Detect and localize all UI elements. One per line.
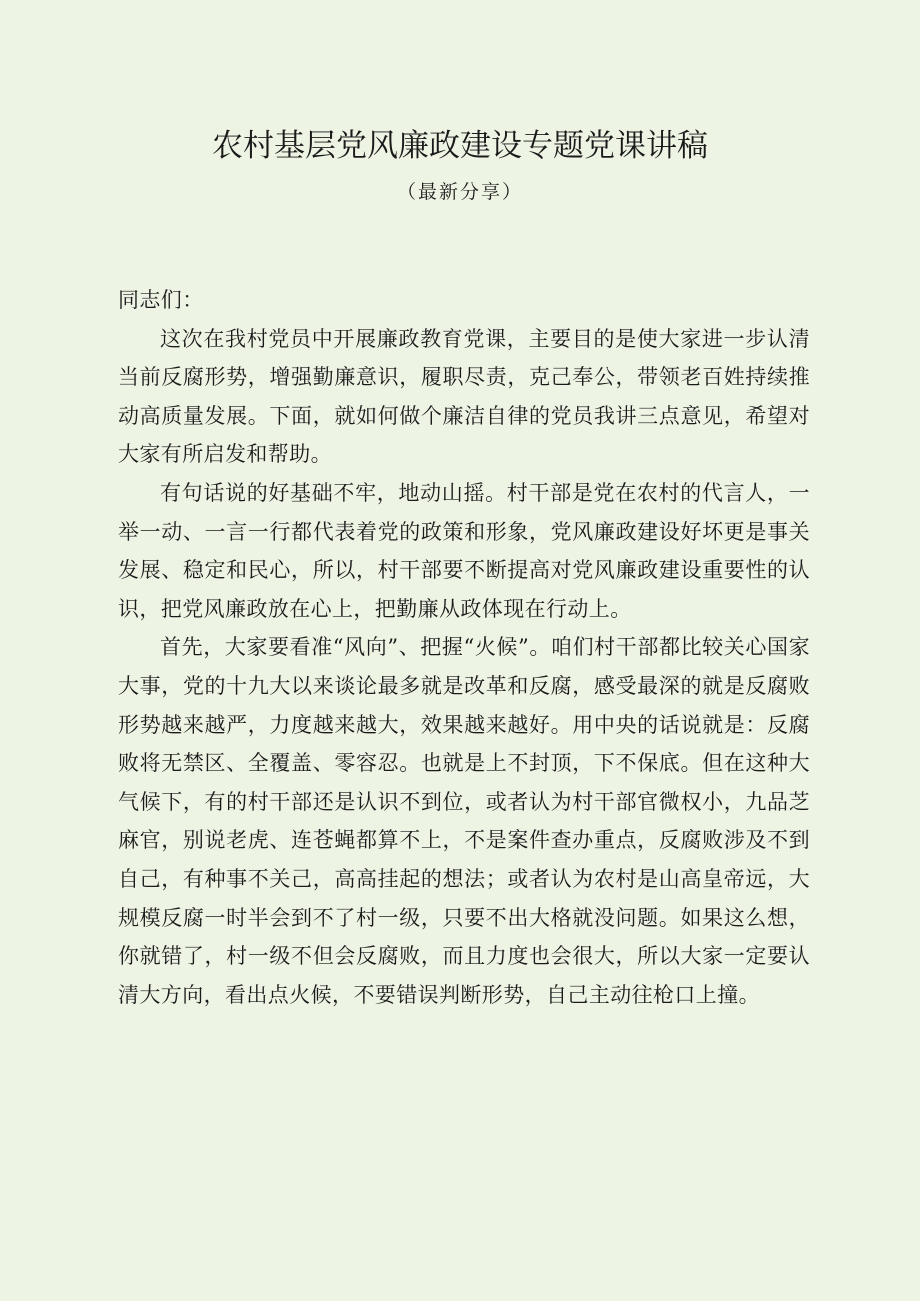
document-body (118, 281, 810, 1014)
document-subtitle: （最新分享） (396, 181, 523, 203)
paragraph-first-point: 首先，大家要看准“风向”、把握“火候”。咱们村干部都比较关心国家大事，党的十九大以来谈论最多就是改革和反腐，感受最深的就是反腐败形势越来越严，力度越来越大，效果越来越好。用中央的话说就是：反腐败将无禁区、全覆盖、零容忍。也就是上不封顶，下不保底。但在这种大气候下，有的村干部还是认识不到位，或者认为村干部官微权小，九品芝麻官，别说老虎、连苍蝇都算不上，不是案件查办重点，反腐败涉及不到自己，有种事不关己，高高挂起的想法；或者认为农村是山高皇帝远，大规模反腐一时半会到不了村一级，只要不出大格就没问题。如果这么想，你就错了，村一级不但会反腐败，而且力度也会很大，所以大家一定要认清大方向，看出点火候，不要错误判断形势，自己主动往枪口上撞。 (118, 635, 810, 1007)
paragraph-intro: 这次在我村党员中开展廉政教育党课，主要目的是使大家进一步认清当前反腐形势，增强勤廉意识，履职尽责，克己奉公，带领老百姓持续推动高质量发展。下面，就如何做个廉洁自律的党员我讲三点意见，希望对大家有所启发和帮助。 (118, 326, 810, 467)
salutation: 同志们： (118, 288, 204, 312)
paragraph-foundation: 有句话说的好基础不牢，地动山摇。村干部是党在农村的代言人，一举一动、一言一行都代表着党的政策和形象，党风廉政建设好坏更是事关发展、稳定和民心，所以，村干部要不断提高对党风廉政建设重要性的认识，把党风廉政放在心上，把勤廉从政体现在行动上。 (118, 480, 810, 621)
document-title: 农村基层党风廉政建设专题党课讲稿 (212, 128, 708, 164)
